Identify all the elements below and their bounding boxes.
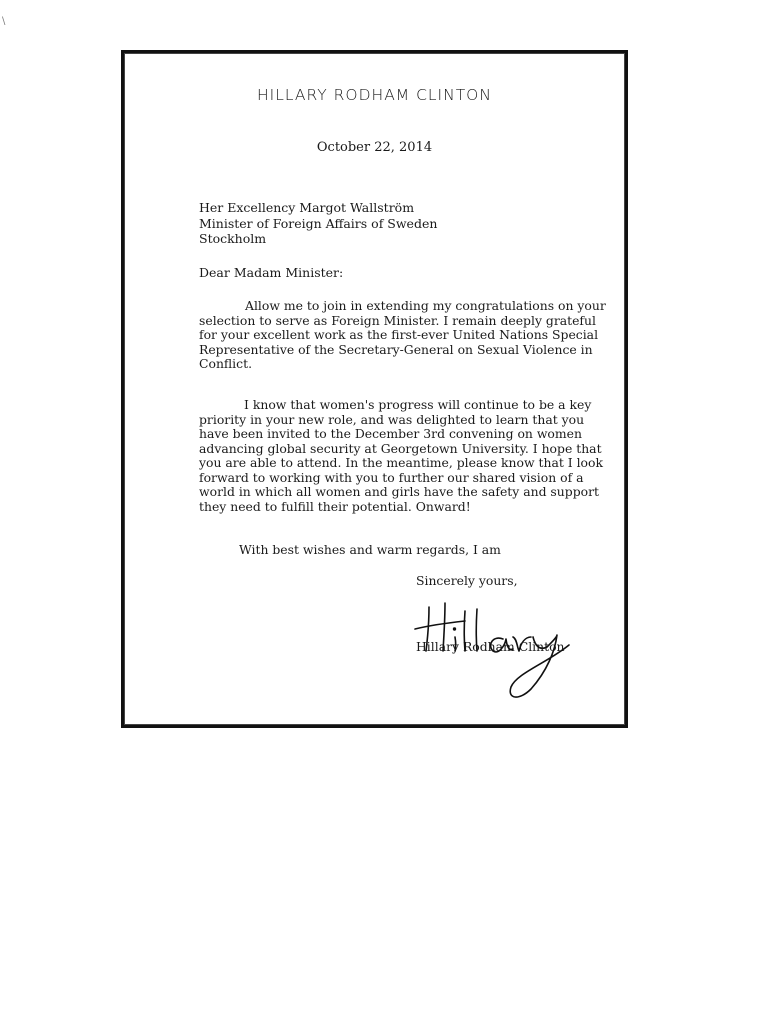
recipient-line: Her Excellency Margot Wallström — [199, 200, 415, 215]
paragraph-line: advancing global security at Georgetown University. I hope that — [199, 440, 602, 456]
sign-off: Sincerely yours, — [416, 573, 518, 588]
letter-border — [121, 50, 628, 728]
paragraph-line: have been invited to the December 3rd convening on women — [199, 426, 582, 441]
paragraph-line: priority in your new role, and was delighted to learn that you — [199, 411, 585, 427]
recipient-block — [199, 200, 437, 247]
paragraph-1 — [199, 299, 617, 372]
paragraph-line: Representative of the Secretary-General on Sexual Violence in — [199, 341, 593, 357]
letterhead: HILLARY RODHAM CLINTON — [257, 86, 492, 104]
paragraph-line: world in which all women and girls have the safety and support — [199, 484, 599, 499]
closing-line: With best wishes and warm regards, I am — [239, 542, 501, 557]
paragraph-line: they need to fulfill their potential. Onward! — [199, 498, 471, 514]
signed-name: Hillary Rodham Clinton — [416, 639, 565, 654]
recipient-line: Minister of Foreign Affairs of Sweden — [199, 215, 438, 231]
salutation: Dear Madam Minister: — [199, 265, 344, 280]
paragraph-line: I know that women's progress will continue to be a key — [244, 397, 592, 412]
paragraph-line: you are able to attend. In the meantime, please know that I look — [199, 455, 603, 470]
paragraph-line: Conflict. — [199, 356, 253, 371]
paragraph-2 — [199, 398, 617, 514]
paragraph-line: Allow me to join in extending my congratulations on your — [245, 298, 606, 313]
paragraph-line: selection to serve as Foreign Minister. I remain deeply grateful — [199, 312, 596, 328]
paragraph-line: for your excellent work as the first-ever United Nations Special — [199, 327, 599, 342]
handwritten-signature — [407, 581, 577, 711]
letter-date: October 22, 2014 — [316, 140, 433, 155]
scan-mark: \ — [2, 16, 6, 27]
paragraph-line: forward to working with you to further our shared vision of a — [199, 469, 584, 485]
recipient-line: Stockholm — [199, 231, 267, 246]
